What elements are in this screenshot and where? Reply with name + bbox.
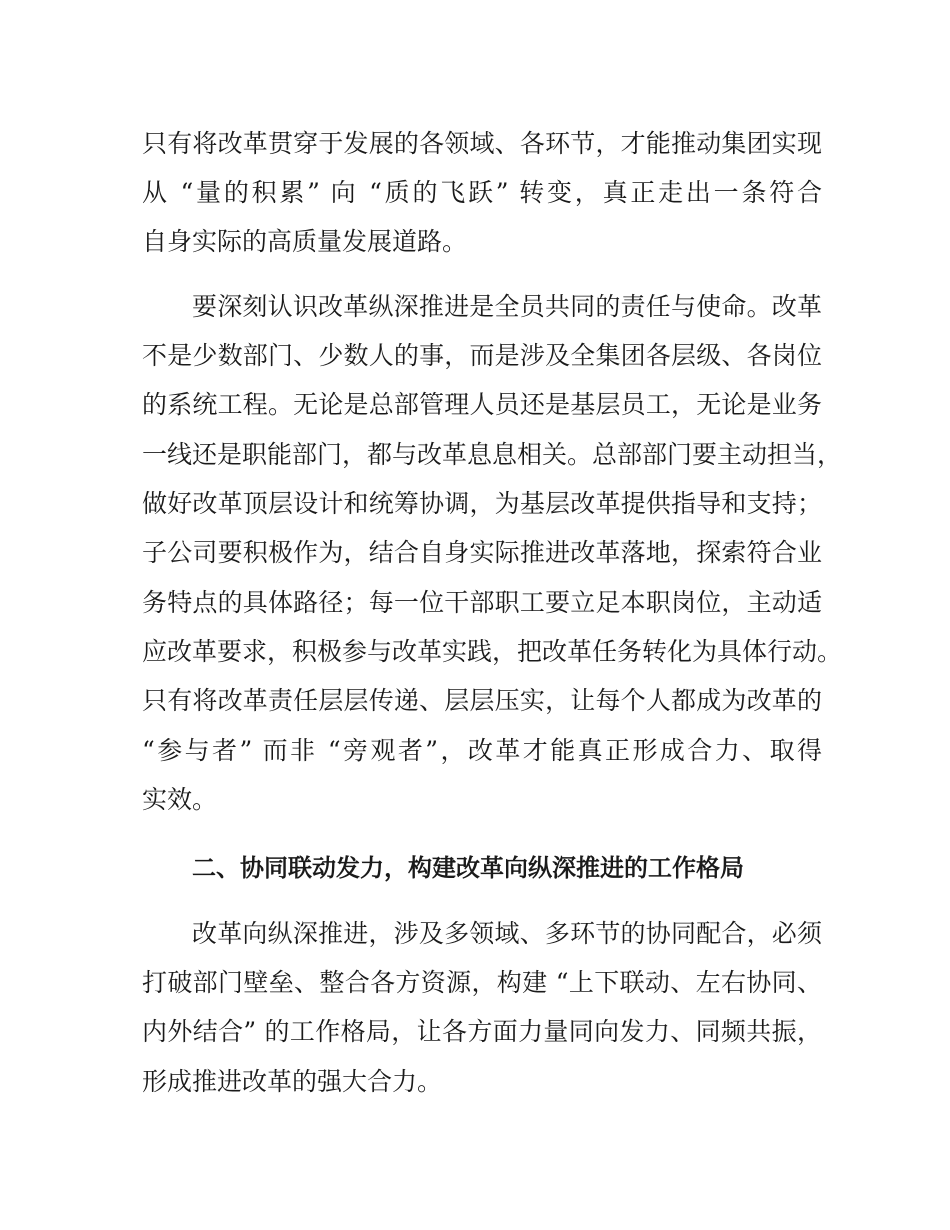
- paragraph-line: 自身实际的高质量发展道路。: [142, 227, 468, 256]
- paragraph-line: 从 “量的积累” 向 “质的飞跃” 转变，真正走出一条符合: [142, 178, 822, 207]
- paragraph-line: 子公司要积极作为，结合自身实际推进改革落地，探索符合业: [142, 538, 822, 567]
- paragraph-line: 务特点的具体路径；每一位干部职工要立足本职岗位，主动适: [142, 588, 822, 617]
- paragraph-line: 形成推进改革的强大合力。: [142, 1067, 443, 1096]
- paragraph-line: 做好改革顶层设计和统筹协调，为基层改革提供指导和支持；: [142, 489, 822, 518]
- paragraph-line: 只有将改革贯穿于发展的各领域、各环节，才能推动集团实现: [142, 129, 822, 158]
- paragraph-line: 实效。: [142, 785, 218, 814]
- paragraph-line: 要深刻认识改革纵深推进是全员共同的责任与使命。改革: [192, 292, 822, 321]
- paragraph-line: 只有将改革责任层层传递、层层压实，让每个人都成为改革的: [142, 686, 822, 715]
- paragraph-line: 的系统工程。无论是总部管理人员还是基层员工，无论是业务: [142, 390, 822, 419]
- paragraph-line: 一线还是职能部门，都与改革息息相关。总部部门要主动担当，: [142, 440, 843, 469]
- section-heading: 二、协同联动发力，构建改革向纵深推进的工作格局: [192, 854, 744, 882]
- paragraph-line: 改革向纵深推进，涉及多领域、多环节的协同配合，必须: [192, 919, 822, 948]
- paragraph-line: 打破部门壁垒、整合各方资源，构建 “上下联动、左右协同、: [142, 968, 822, 997]
- paragraph-line: “参与者” 而非 “旁观者”，改革才能真正形成合力、取得: [142, 736, 822, 765]
- paragraph-line: 应改革要求，积极参与改革实践，把改革任务转化为具体行动。: [142, 637, 843, 666]
- paragraph-line: 不是少数部门、少数人的事，而是涉及全集团各层级、各岗位: [142, 341, 822, 370]
- paragraph-line: 内外结合” 的工作格局，让各方面力量同向发力、同频共振，: [142, 1017, 822, 1046]
